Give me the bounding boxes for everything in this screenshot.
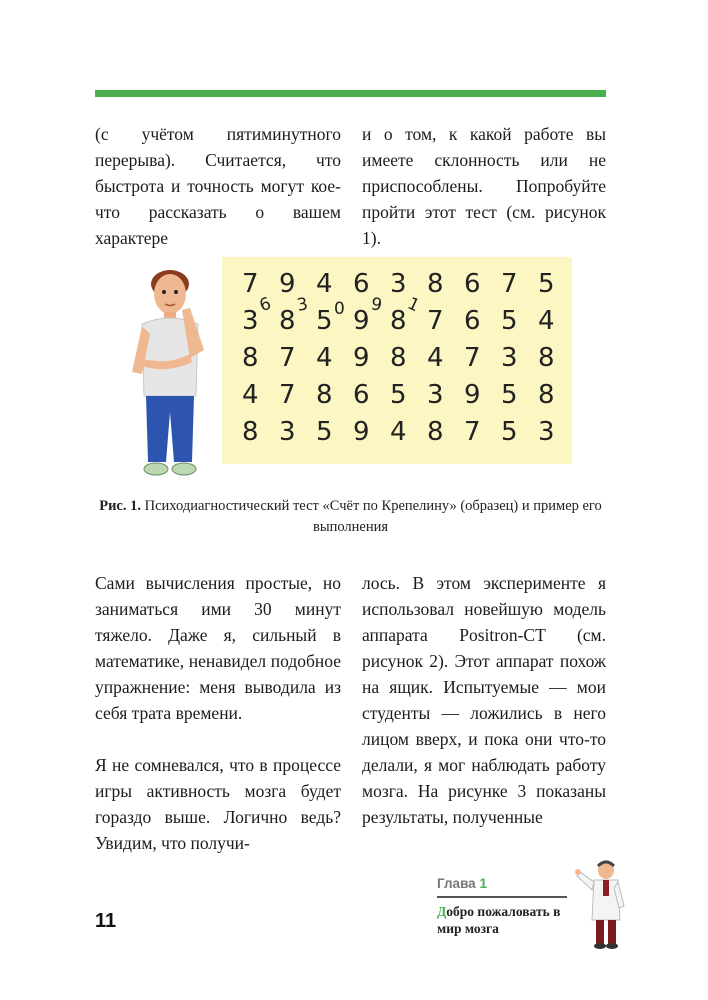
grid-digit: 4 bbox=[390, 417, 407, 447]
chapter-label bbox=[437, 876, 487, 891]
grid-digit: 5 bbox=[501, 417, 518, 447]
grid-digit: 8 bbox=[538, 380, 555, 410]
top-right-paragraph: и о том, к какой работе вы имеете склонность или не приспособлены. Попробуйте пройти этот тест (см. рисунок 1). bbox=[362, 124, 606, 248]
grid-digit: 5 bbox=[316, 306, 333, 336]
grid-digit: 8 bbox=[279, 306, 296, 336]
kraepelin-test-panel bbox=[222, 257, 572, 464]
top-left-column bbox=[95, 121, 341, 251]
grid-digit: 9 bbox=[353, 343, 370, 373]
student-thinking-illustration bbox=[120, 262, 220, 482]
grid-digit: 5 bbox=[501, 380, 518, 410]
grid-digit: 7 bbox=[242, 269, 259, 299]
grid-digit: 9 bbox=[279, 269, 296, 299]
grid-digit: 5 bbox=[501, 306, 518, 336]
grid-digit: 8 bbox=[242, 417, 259, 447]
grid-digit: 8 bbox=[390, 306, 407, 336]
chapter-title bbox=[437, 903, 577, 937]
grid-digit: 5 bbox=[316, 417, 333, 447]
grid-digit: 7 bbox=[427, 306, 444, 336]
top-right-column bbox=[362, 121, 606, 251]
grid-digit: 7 bbox=[279, 380, 296, 410]
header-green-rule bbox=[95, 90, 606, 97]
figure-caption bbox=[95, 496, 606, 538]
grid-digit: 4 bbox=[242, 380, 259, 410]
bottom-left-column bbox=[95, 570, 341, 856]
page-number: 11 bbox=[95, 910, 117, 932]
grid-digit: 7 bbox=[501, 269, 518, 299]
grid-digit: 4 bbox=[538, 306, 555, 336]
grid-digit: 5 bbox=[390, 380, 407, 410]
grid-digit: 8 bbox=[242, 343, 259, 373]
grid-digit: 8 bbox=[427, 269, 444, 299]
grid-digit: 4 bbox=[316, 343, 333, 373]
grid-digit: 8 bbox=[390, 343, 407, 373]
caption-label: Рис. 1. bbox=[99, 498, 141, 514]
handwritten-sum: 1 bbox=[404, 293, 423, 317]
handwritten-sum: 6 bbox=[256, 293, 274, 317]
handwritten-sum: 9 bbox=[369, 294, 384, 316]
grid-digit: 8 bbox=[538, 343, 555, 373]
grid-digit: 6 bbox=[464, 306, 481, 336]
grid-digit: 6 bbox=[353, 380, 370, 410]
grid-digit: 8 bbox=[316, 380, 333, 410]
grid-digit: 7 bbox=[279, 343, 296, 373]
grid-digit: 5 bbox=[538, 269, 555, 299]
professor-waving-illustration bbox=[574, 858, 634, 950]
chapter-number: 1 bbox=[479, 876, 487, 891]
grid-digit: 8 bbox=[427, 417, 444, 447]
grid-digit: 3 bbox=[538, 417, 555, 447]
grid-digit: 3 bbox=[501, 343, 518, 373]
chapter-word: Глава bbox=[437, 876, 476, 891]
grid-digit: 3 bbox=[390, 269, 407, 299]
caption-text: Психодиагностический тест «Счёт по Крепелину» (образец) и пример его выполнения bbox=[144, 498, 602, 535]
grid-digit: 3 bbox=[242, 306, 259, 336]
grid-digit: 9 bbox=[353, 417, 370, 447]
bottom-right-column bbox=[362, 570, 606, 830]
handwritten-sum: 3 bbox=[295, 294, 310, 316]
grid-digit: 9 bbox=[464, 380, 481, 410]
grid-digit: 9 bbox=[353, 306, 370, 336]
grid-digit: 7 bbox=[464, 343, 481, 373]
handwritten-sum: 0 bbox=[334, 299, 345, 319]
grid-digit: 4 bbox=[427, 343, 444, 373]
chapter-title-first-letter: Д bbox=[437, 904, 447, 919]
grid-digit: 7 bbox=[464, 417, 481, 447]
grid-digit: 3 bbox=[427, 380, 444, 410]
chapter-rule bbox=[437, 896, 567, 898]
chapter-title-rest: обро пожаловать в мир мозга bbox=[437, 904, 561, 936]
grid-digit: 3 bbox=[279, 417, 296, 447]
bottom-left-paragraph-1: Сами вычисления простые, но заниматься ими 30 минут тяжело. Даже я, сильный в математике, ненавидел подобное упражнение: меня выводила из себя трата времени. bbox=[95, 573, 341, 723]
bottom-left-paragraph-2: Я не сомневался, что в процессе игры активность мозга будет гораздо выше. Логично ведь? Увидим, что получи- bbox=[95, 755, 341, 853]
top-left-paragraph: (с учётом пятиминутного перерыва). Считается, что быстрота и точность могут кое-что рассказать о вашем характере bbox=[95, 124, 341, 248]
grid-digit: 6 bbox=[464, 269, 481, 299]
grid-digit: 4 bbox=[316, 269, 333, 299]
bottom-right-paragraph: лось. В этом эксперименте я использовал новейшую модель аппарата Positron-CT (см. рисунок 2). Этот аппарат похож на ящик. Испытуемые — мои студенты — ложились в него лицом вверх, и пока они что-то делали, я мог наблюдать работу мозга. На рисунке 3 показаны результаты, полученные bbox=[362, 573, 606, 827]
grid-digit: 6 bbox=[353, 269, 370, 299]
